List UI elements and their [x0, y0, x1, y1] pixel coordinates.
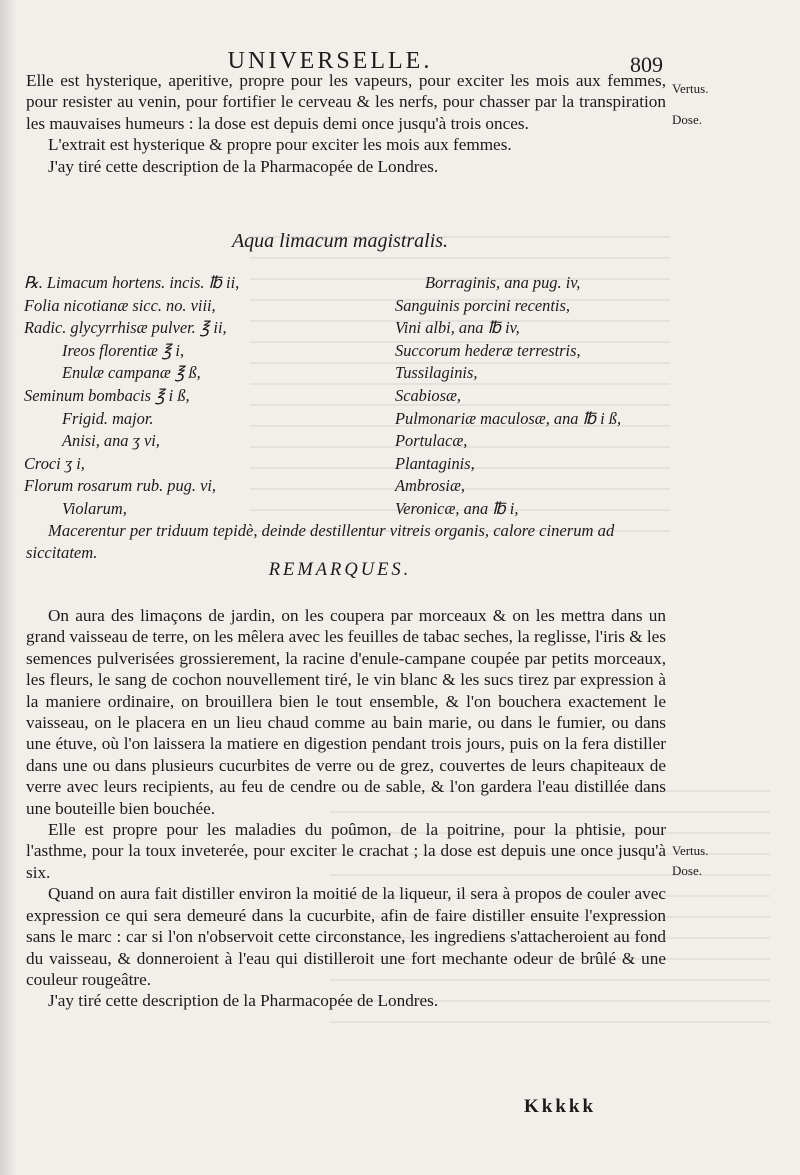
paragraph: J'ay tiré cette description de la Pharmacopée de Londres. — [48, 991, 439, 1011]
signature-mark: Kkkkk — [523, 1096, 597, 1117]
ingredient-column-left — [24, 272, 369, 521]
ingredient-line: Sanguinis porcini recentis, — [395, 295, 570, 315]
intro-text — [26, 70, 666, 177]
recipe-title: Aqua limacum magistralis. — [231, 230, 449, 252]
ingredient-line: Scabiosæ, — [395, 385, 462, 405]
ingredient-line: Violarum, — [62, 498, 127, 518]
ingredient-line: Plantaginis, — [395, 453, 475, 473]
margin-note-dose: Dose. — [672, 112, 702, 127]
section-heading-remarques: REMARQUES. — [268, 560, 412, 580]
ingredient-line: Pulmonariæ maculosæ, ana ℔ i ß, — [395, 408, 622, 428]
page-number: 809 — [630, 52, 663, 77]
paragraph: Elle est propre pour les maladies du poûmon, de la poitrine, pour la phtisie, pour l'asthme, pour la toux inveterée, pour exciter le crachat ; la dose est depuis une once jusqu'à six. — [26, 820, 666, 882]
ingredient-column-right — [395, 272, 685, 521]
ingredient-line: ℞. Limacum hortens. incis. ℔ ii, — [24, 273, 240, 292]
ingredient-line: Radic. glycyrrhisæ pulver. ℥ ii, — [24, 318, 227, 338]
ingredient-line: Borraginis, ana pug. iv, — [425, 273, 581, 292]
ingredient-line: Succorum hederæ terrestris, — [395, 340, 581, 360]
paragraph: Quand on aura fait distiller environ la moitié de la liqueur, il sera à propos de couler avec expression ce qui sera demeuré dans la cucurbite, afin de faire distiller ensuite l'expression sans le marc : car si l'on n'observoit cette circonstance, les ingrediens s'attacheroient au fond du vaisseau, & donneroient à l'eau qui distilleroit une fort mechante odeur de brûlé & une couleur rougeâtre. — [26, 884, 666, 989]
margin-note-vertus: Vertus. — [672, 843, 709, 858]
paragraph: On aura des limaçons de jardin, on les coupera par morceaux & on les mettra dans un grand vaisseau de terre, on les mêlera avec les feuilles de tabac seches, la reglisse, l'iris & les semences pulverisées grossierement, la racine d'enule-campane coupée par petits morceaux, les fleurs, le sang de cochon nouvellement tiré, le vin blanc & les sucs tirez par expression à la maniere ordinaire, on brouillera bien le tout ensemble, & l'on bouchera exactement le vaisseau, on le placera en un lieu chaud comme au bain marie, ou dans le fumier, ou dans une étuve, où l'on laissera la matiere en digestion pendant trois jours, puis on la fera distiller dans une ou dans plusieurs cucurbites de verre ou de grez, couvertes de leurs chapiteaux de verre avec leurs recipients, au feu de cendre ou de sable, & l'on gardera l'eau distillée dans une bouteille bien bouchée. — [26, 606, 666, 818]
ingredient-line: Seminum bombacis ℥ i ß, — [24, 385, 190, 405]
ingredient-line: Enulæ campanæ ℥ ß, — [62, 363, 201, 383]
ingredient-line: Tussilaginis, — [395, 363, 478, 383]
ingredient-line: Frigid. major. — [62, 408, 154, 428]
recipe-instruction: Macerentur per triduum tepidè, deinde destillentur vitreis organis, calore cinerum ad siccitatem. — [26, 521, 615, 562]
page-gutter-shadow — [0, 0, 16, 1175]
paragraph: L'extrait est hysterique & propre pour exciter les mois aux femmes. — [48, 135, 512, 155]
ingredient-line: Veronicæ, ana ℔ i, — [395, 498, 519, 518]
margin-note-vertus: Vertus. — [672, 81, 709, 96]
paragraph: J'ay tiré cette description de la Pharmacopée de Londres. — [48, 156, 439, 176]
margin-note-dose: Dose. — [672, 863, 702, 878]
ingredient-line: Folia nicotianæ sicc. no. viii, — [24, 295, 216, 315]
ingredient-line: Portulacæ, — [395, 431, 468, 451]
ingredient-line: Croci ʒ i, — [24, 453, 85, 473]
ingredient-line: Anisi, ana ʒ vi, — [62, 431, 160, 451]
ingredient-line: Ambrosiæ, — [395, 476, 465, 496]
ingredient-line: Florum rosarum rub. pug. vi, — [24, 476, 216, 496]
ingredient-line: Vini albi, ana ℔ iv, — [395, 318, 520, 338]
paragraph: Elle est hysterique, aperitive, propre pour les vapeurs, pour exciter les mois aux femmes, pour resister au venin, pour fortifier le cerveau & les nerfs, pour chasser par la transpiration les mauvaises humeurs : la dose est depuis demi once jusqu'à trois onces. — [26, 71, 666, 133]
running-title: UNIVERSELLE. — [227, 48, 433, 74]
remarques-text — [26, 605, 666, 1012]
ingredient-line: Ireos florentiæ ℥ i, — [62, 340, 185, 360]
